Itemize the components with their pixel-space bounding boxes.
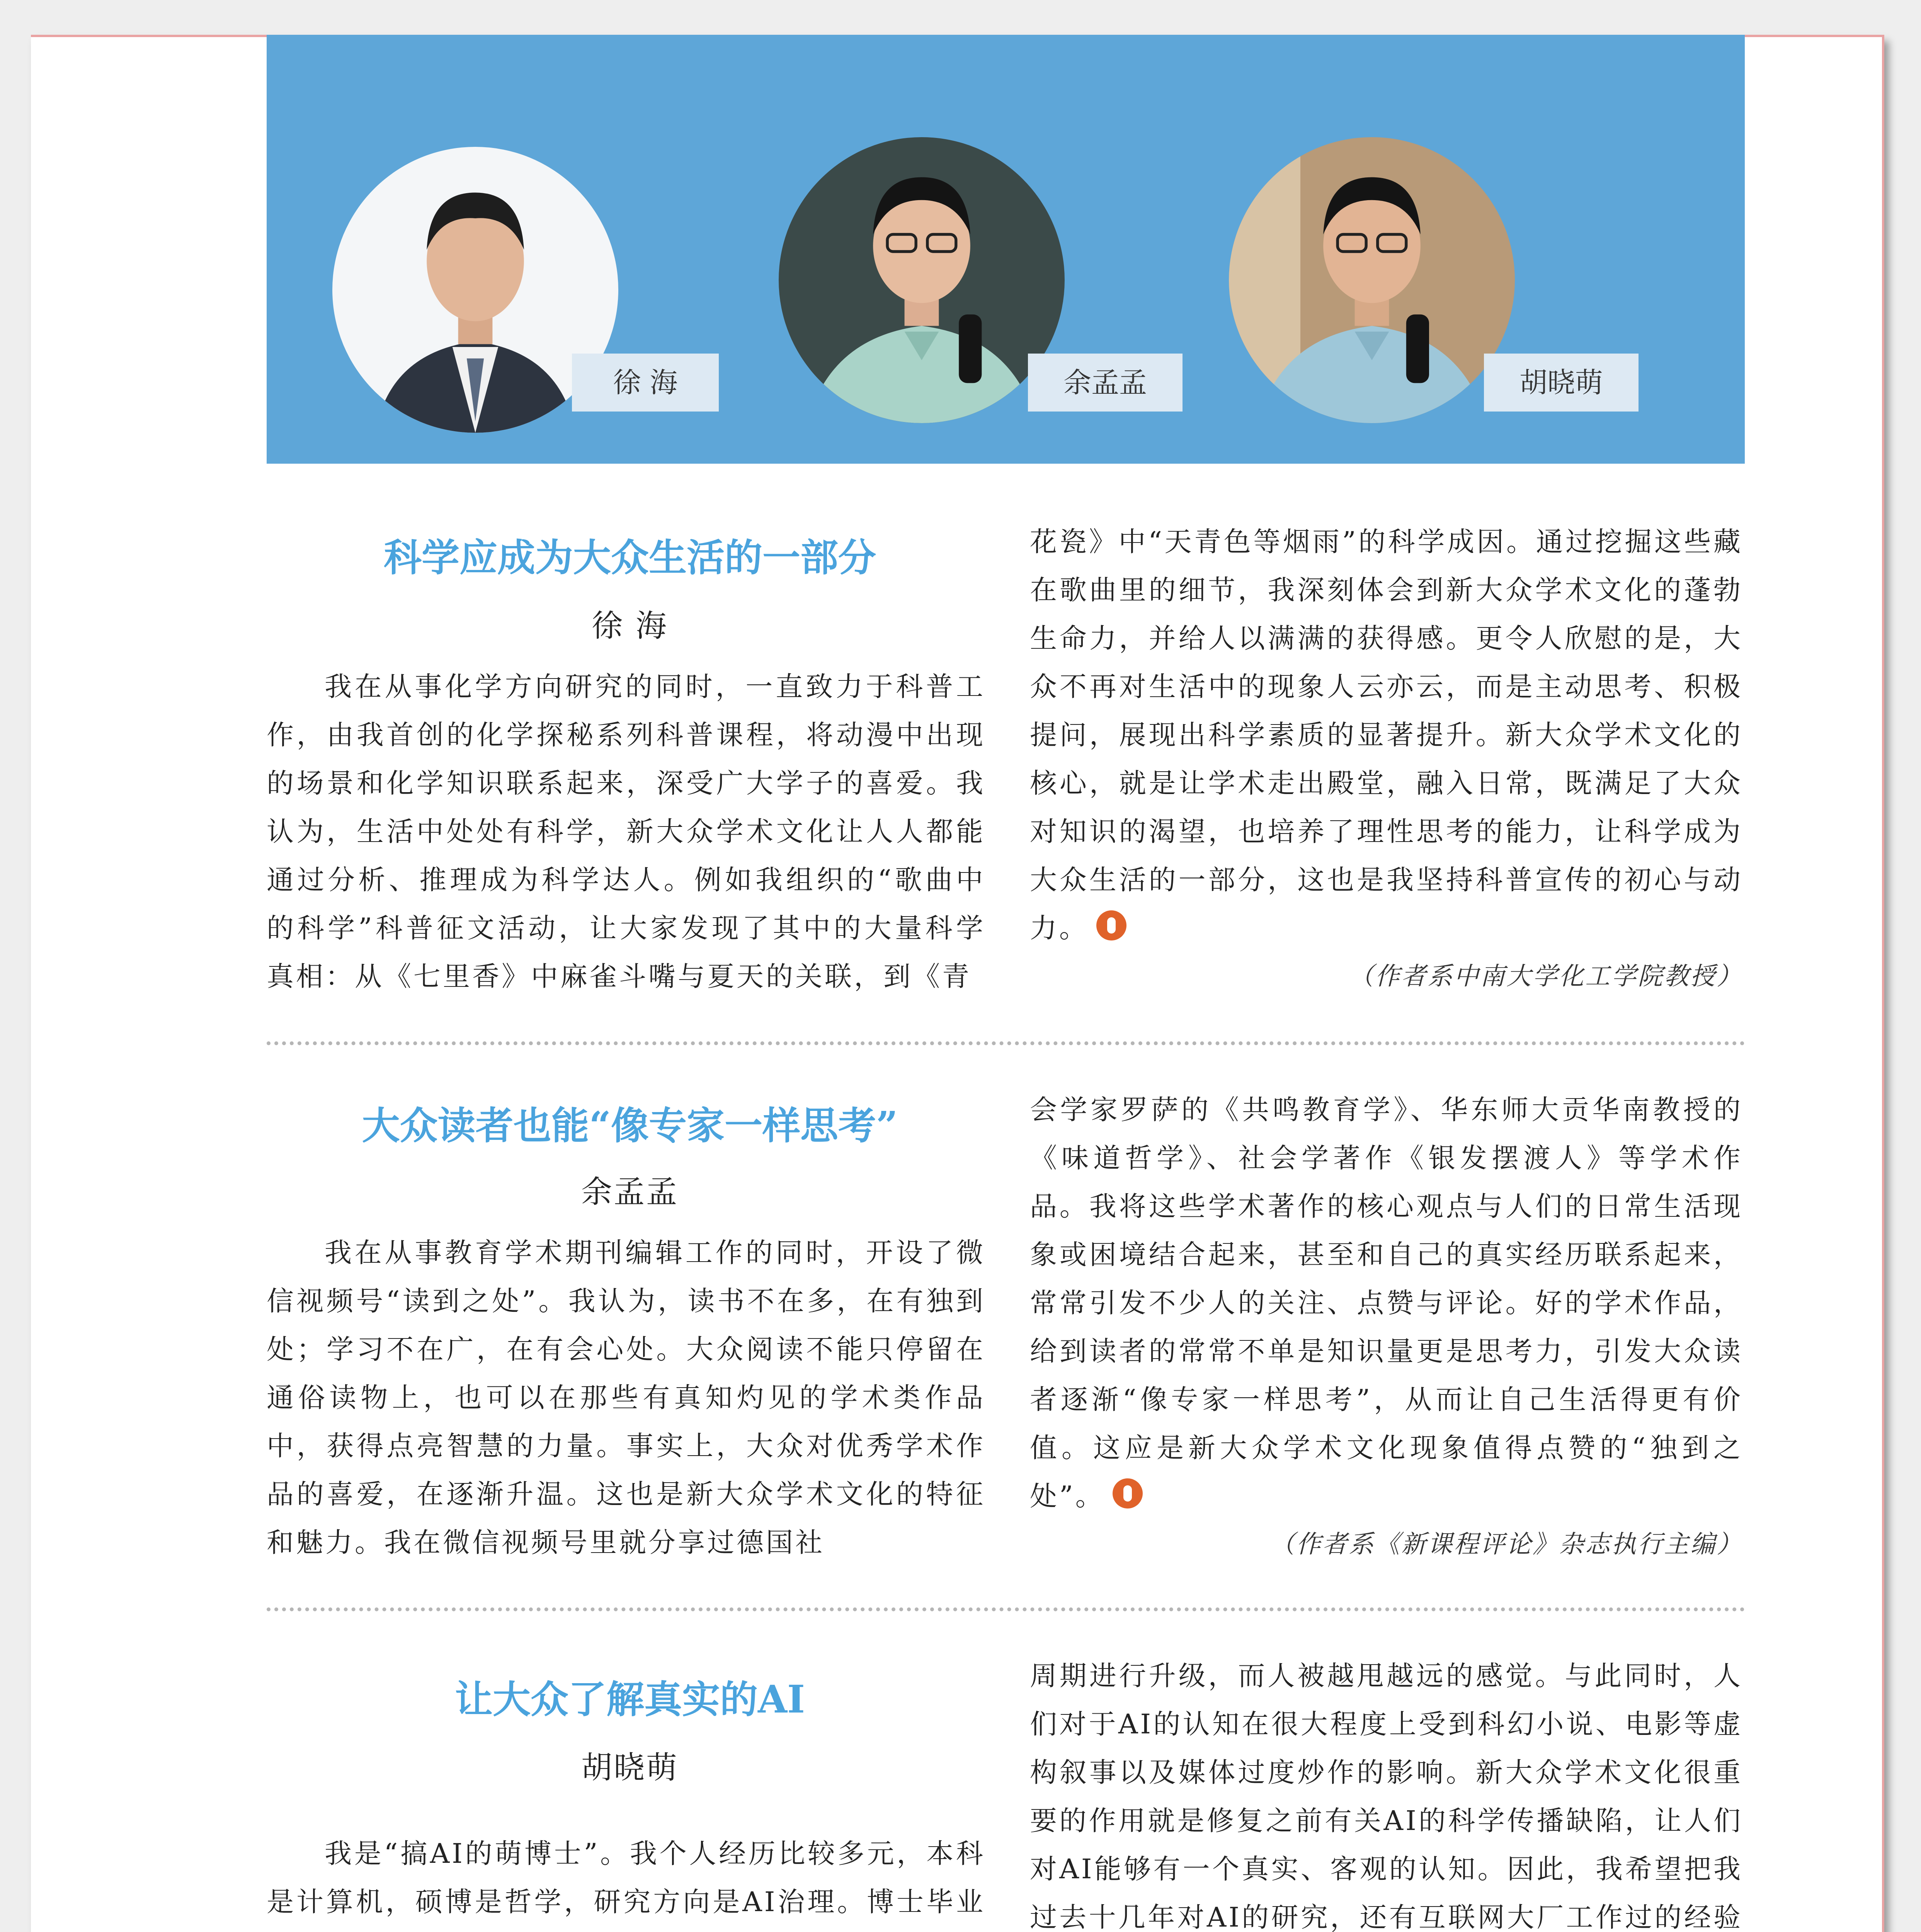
article-body-left: 我在从事化学方向研究的同时，一直致力于科普工作，由我首创的化学探秘系列科普课程，将动漫中出现的场景和化学知识联系起来，深受广大学子的喜爱。我认为，生活中处处有科学，新大众学术文化让人人都能通过分析、推理成为科学达人。例如我组织的“歌曲中的科学”科普征文活动，让大家发现了其中的大量科学真相：从《七里香》中麻雀斗嘴与夏天的关联，到《青 — [267, 671, 985, 992]
article-body-right-text: 周期进行升级，而人被越甩越远的感觉。与此同时，人们对于AI的认知在很大程度上受到科幻小说、电影等虚构叙事以及媒体过度炒作的影响。新大众学术文化很重要的作用就是修复之前有关AI的科学传播缺陷，让人们对AI能够有一个真实、客观的认知。因此，我希望把我过去十几年对AI的研究，还有互联网大厂工作过的经验 — [1030, 1660, 1743, 1932]
magazine-logo-icon — [1096, 910, 1126, 940]
article-body-right-text: 花瓷》中“天青色等烟雨”的科学成因。通过挖掘这些藏在歌曲里的细节，我深刻体会到新大众学术文化的蓬勃生命力，并给人以满满的获得感。更令人欣慰的是，大众不再对生活中的现象人云亦云，而是主动思考、积极提问，展现出科学素质的显著提升。新大众学术文化的核心，就是让学术走出殿堂，融入日常，既满足了大众对知识的渴望，也培养了理性思考的能力，让科学成为大众生活的一部分，这也是我坚持科普宣传的初心与动力。 — [1030, 526, 1743, 944]
name-tag-xu-hai: 徐 海 — [572, 354, 719, 412]
portrait-yu-mengmeng — [779, 137, 1065, 423]
article-body-right — [1030, 518, 1743, 952]
article-body-left: 我是“搞AI的萌博士”。我个人经历比较多元，本科是计算机，硕博是哲学，研究方向是AI治理。博士毕业 — [267, 1838, 985, 1918]
portrait-hu-xiaomeng — [1229, 137, 1515, 423]
article-author: 余孟孟 — [581, 1174, 679, 1210]
article-author: 徐 海 — [592, 608, 668, 644]
article-byline: （作者系中南大学化工学院教授） — [1349, 962, 1743, 991]
article-title: 科学应成为大众生活的一部分 — [383, 536, 876, 580]
article-title: 大众读者也能“像专家一样思考” — [362, 1104, 898, 1148]
article-title: 让大众了解真实的AI — [455, 1677, 805, 1722]
article-body-right — [1030, 1086, 1743, 1520]
article-body-right — [1030, 1652, 1743, 1932]
article-author: 胡晓萌 — [581, 1750, 679, 1786]
magazine-logo-icon — [1113, 1478, 1143, 1509]
name-tag-yu-mengmeng: 余孟孟 — [1028, 354, 1183, 412]
article-body-left: 我在从事教育学术期刊编辑工作的同时，开设了微信视频号“读到之处”。我认为，读书不在多，在有独到处；学习不在广，在有会心处。大众阅读不能只停留在通俗读物上，也可以在那些有真知灼见的学术类作品中，获得点亮智慧的力量。事实上，大众对优秀学术作品的喜爱，在逐渐升温。这也是新大众学术文化的特征和魅力。我在微信视频号里就分享过德国社 — [267, 1237, 985, 1558]
section-divider — [267, 1041, 1745, 1045]
section-divider — [267, 1607, 1745, 1611]
article-body-right-text: 会学家罗萨的《共鸣教育学》、华东师大贡华南教授的《味道哲学》、社会学著作《银发摆渡人》等学术作品。我将这些学术著作的核心观点与人们的日常生活现象或困境结合起来，甚至和自己的真实经历联系起来，常常引发不少人的关注、点赞与评论。好的学术作品，给到读者的常常不单是知识量更是思考力，引发大众读者逐渐“像专家一样思考”，从而让自己生活得更有价值。这应是新大众学术文化现象值得点赞的“独到之处”。 — [1030, 1094, 1743, 1512]
article-byline: （作者系《新课程评论》杂志执行主编） — [1270, 1530, 1743, 1559]
name-tag-hu-xiaomeng: 胡晓萌 — [1484, 354, 1639, 412]
